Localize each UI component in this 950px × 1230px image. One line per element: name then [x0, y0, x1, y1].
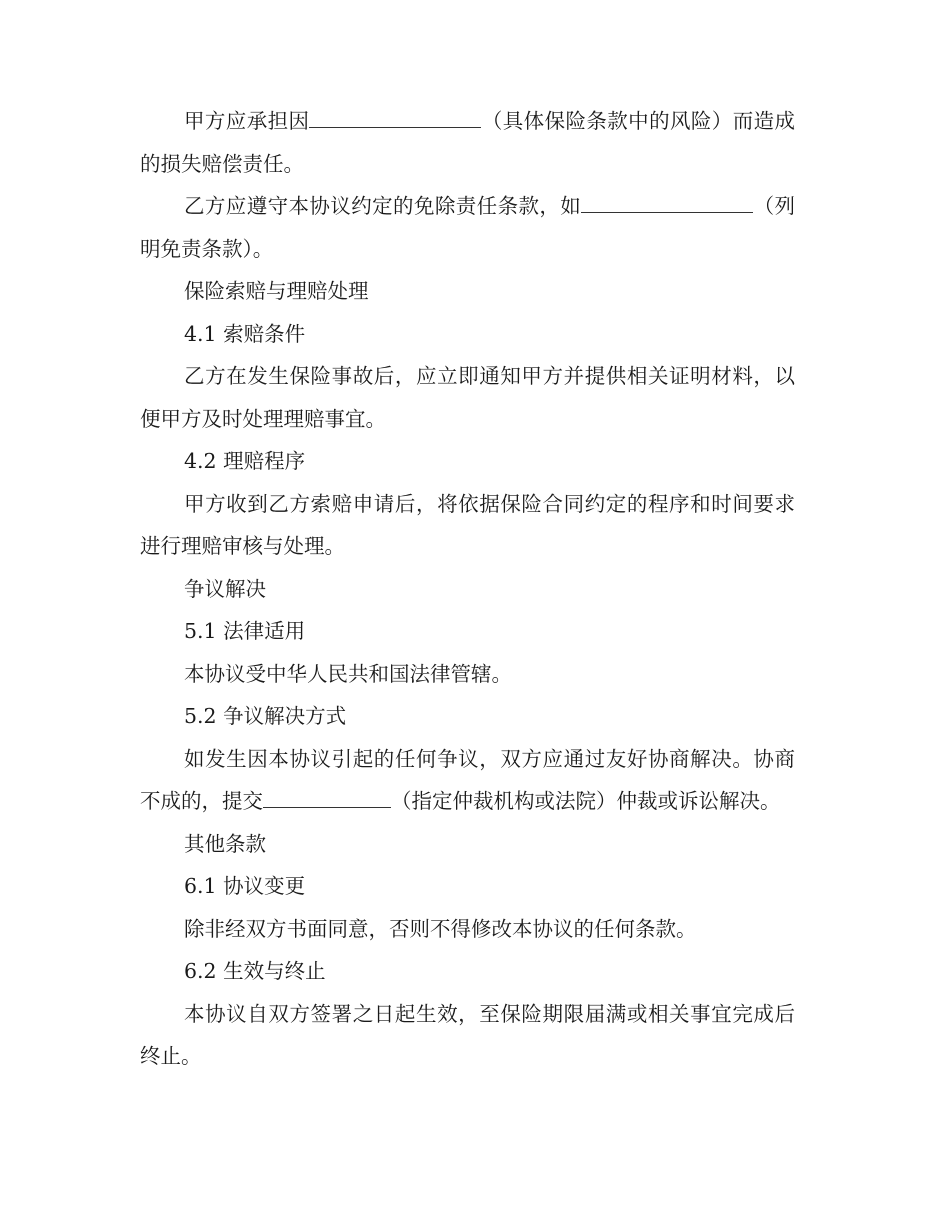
text-segment: 甲方应承担因 — [184, 109, 310, 133]
paragraph: 本协议自双方签署之日起生效，至保险期限届满或相关事宜完成后终止。 — [140, 1001, 795, 1068]
paragraph: 乙方在发生保险事故后，应立即通知甲方并提供相关证明材料，以便甲方及时处理理赔事宜。 — [140, 364, 795, 431]
paragraph: 本协议受中华人民共和国法律管辖。 — [184, 661, 512, 686]
subsection-heading: 6.2 生效与终止 — [184, 959, 326, 983]
text-segment: （指定仲裁机构或法院）仲裁或诉讼解决。 — [391, 789, 781, 813]
paragraph: 甲方收到乙方索赔申请后，将依据保险合同约定的程序和时间要求进行理赔审核与处理。 — [140, 491, 795, 558]
clause-risk-liability — [140, 100, 795, 185]
paragraph: 除非经双方书面同意，否则不得修改本协议的任何条款。 — [184, 916, 697, 941]
text-segment: （具体保险条款中的风险）而造成的损失赔偿责任。 — [140, 109, 796, 176]
text-segment: （列明免责条款）。 — [140, 194, 796, 261]
clause-exemption — [140, 185, 795, 270]
subsection-heading: 5.1 法律适用 — [184, 619, 306, 643]
section-heading: 保险索赔与理赔处理 — [184, 279, 369, 303]
fill-in-blank — [309, 109, 481, 128]
fill-in-blank — [581, 194, 753, 213]
subsection-heading: 4.2 理赔程序 — [184, 449, 306, 473]
clause-dispute-resolution — [140, 738, 795, 823]
text-segment: 如发生因本协议引起的任何争议，双方应通过友好协商解决。协商不成的，提交 — [140, 746, 795, 813]
subsection-heading: 6.1 协议变更 — [184, 874, 306, 898]
document-page — [140, 100, 795, 1078]
text-segment: 乙方应遵守本协议约定的免除责任条款，如 — [184, 194, 582, 218]
section-heading: 争议解决 — [184, 576, 266, 601]
subsection-heading: 4.1 索赔条件 — [184, 321, 306, 346]
section-heading: 其他条款 — [184, 831, 266, 856]
fill-in-blank — [263, 789, 391, 808]
subsection-heading: 5.2 争议解决方式 — [184, 704, 347, 728]
